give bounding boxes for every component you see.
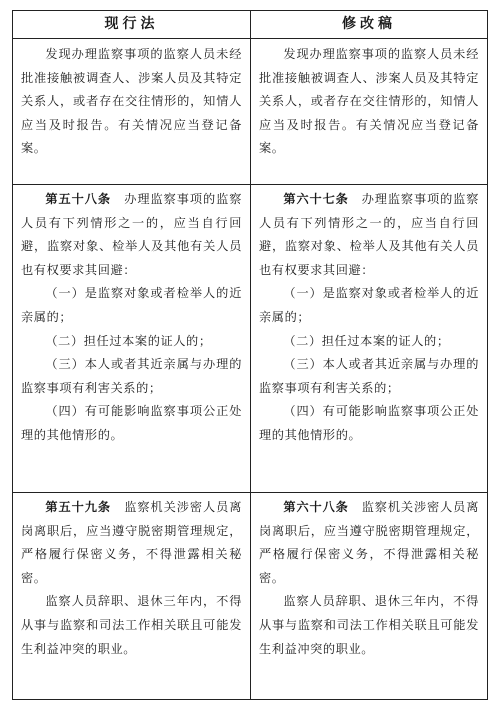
row-0-left-cell [13,43,250,161]
article-paragraph [259,496,479,590]
list-item: （三）本人或者其近亲属与办理的监察事项有利害关系的； [259,357,479,395]
paragraph: 发现办理监察事项的监察人员未经批准接触被调查人、涉案人员及其特定关系人，或者存在交往情形的，知情人应当及时报告。有关情况应当登记备案。 [259,47,479,156]
row-1-right-cell [251,188,487,448]
list-item: （一）是监察对象或者检举人的近亲属的； [21,286,242,324]
article-lead-text: 监察机关涉密人员离岗离职后，应当遵守脱密期管理规定，严格履行保密义务，不得泄露相关秘密。 [21,500,243,585]
article-lead-text: 办理监察事项的监察人员有下列情形之一的，应当自行回避，监察对象、检举人及其他有关人员也有权要求其回避： [259,192,479,277]
row-2-right-cell [251,496,487,661]
article-paragraph [259,188,479,282]
header-divider [13,38,487,39]
paragraph: 监察人员辞职、退休三年内，不得从事与监察和司法工作相关联且可能发生利益冲突的职业。 [21,594,242,656]
article-lead-text: 监察机关涉密人员离岗离职后，应当遵守脱密期管理规定，严格履行保密义务，不得泄露相关秘密。 [259,500,479,585]
list-item: （一）是监察对象或者检举人的近亲属的； [259,286,479,324]
row-divider [13,492,487,493]
header-current-law: 现行法 [104,16,159,32]
paragraph: 监察人员辞职、退休三年内，不得从事与监察和司法工作相关联且可能发生利益冲突的职业。 [259,594,479,656]
article-paragraph [21,188,242,282]
article-number: 第六十七条 [283,192,349,206]
article-number: 第五十九条 [45,500,112,514]
list-item: （二）担任过本案的证人的； [45,333,212,348]
article-paragraph [21,496,242,590]
list-item: （四）有可能影响监察事项公正处理的其他情形的。 [259,404,479,442]
paragraph: 发现办理监察事项的监察人员未经批准接触被调查人、涉案人员及其特定关系人，或者存在交往情形的，知情人应当及时报告。有关情况应当登记备案。 [21,47,242,156]
row-divider [13,184,487,185]
article-number: 第五十八条 [45,192,112,206]
row-0-right-cell [251,43,487,161]
comparison-table [12,10,488,700]
article-lead-text: 办理监察事项的监察人员有下列情形之一的，应当自行回避，监察对象、检举人及其他有关人员也有权要求其回避： [21,192,243,277]
row-1-left-cell [13,188,250,448]
list-item: （二）担任过本案的证人的； [283,333,450,348]
list-item: （三）本人或者其近亲属与办理的监察事项有利害关系的； [21,357,242,395]
row-2-left-cell [13,496,250,661]
article-number: 第六十八条 [283,500,349,514]
header-revised-draft: 修改稿 [342,16,396,32]
list-item: （四）有可能影响监察事项公正处理的其他情形的。 [21,404,242,442]
